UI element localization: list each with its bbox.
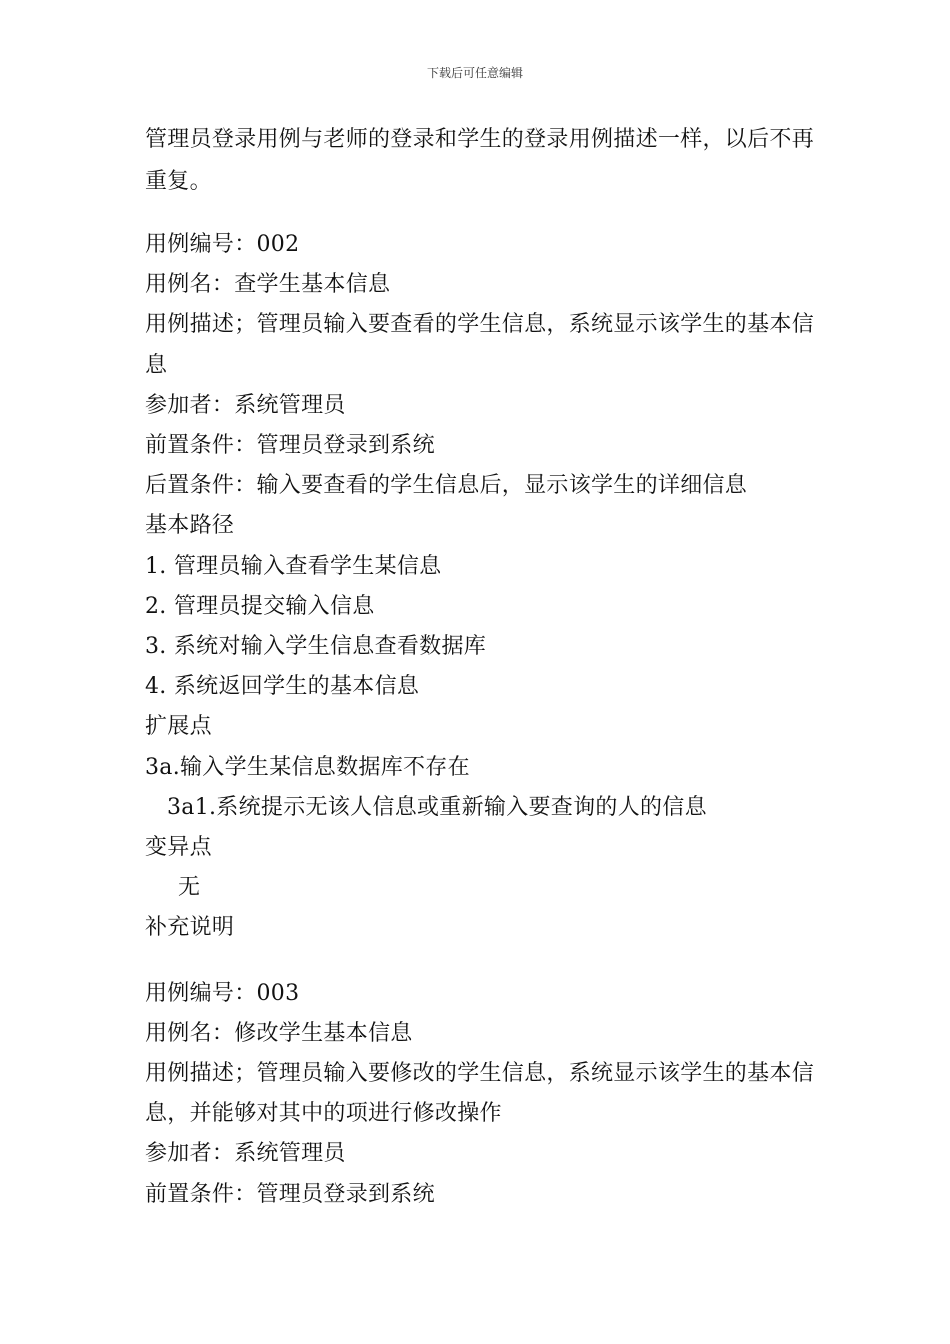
use-case-name: 用例名：修改学生基本信息 xyxy=(145,1020,413,1046)
document-body xyxy=(145,119,815,1215)
use-case-actor: 参加者：系统管理员 xyxy=(145,392,346,418)
use-case-description: 用例描述；管理员输入要查看的学生信息，系统显示该学生的基本信息 xyxy=(145,312,815,378)
spacer xyxy=(145,203,815,225)
basic-path-step: 2. 管理员提交输入信息 xyxy=(145,593,375,619)
variation-heading: 变异点 xyxy=(145,835,212,861)
variation-value: 无 xyxy=(178,875,201,901)
use-case-003 xyxy=(145,974,815,1215)
basic-path-heading: 基本路径 xyxy=(145,513,235,539)
spacer xyxy=(145,949,815,974)
extension-item: 3a.输入学生某信息数据库不存在 xyxy=(145,754,470,780)
supplement-heading: 补充说明 xyxy=(145,915,235,941)
basic-path-step: 1. 管理员输入查看学生某信息 xyxy=(145,553,442,579)
extension-sub-item: 3a1.系统提示无该人信息或重新输入要查询的人的信息 xyxy=(167,794,707,820)
use-case-002 xyxy=(145,225,815,949)
basic-path-step: 3. 系统对输入学生信息查看数据库 xyxy=(145,634,487,660)
use-case-actor: 参加者：系统管理员 xyxy=(145,1141,346,1167)
use-case-number: 用例编号：002 xyxy=(145,232,300,257)
page-header: 下载后可任意编辑 xyxy=(426,66,523,80)
basic-path-step: 4. 系统返回学生的基本信息 xyxy=(145,674,420,700)
use-case-precondition: 前置条件：管理员登录到系统 xyxy=(145,1181,435,1207)
use-case-number: 用例编号：003 xyxy=(145,980,300,1006)
use-case-postcondition: 后置条件：输入要查看的学生信息后，显示该学生的详细信息 xyxy=(145,473,748,499)
extension-heading: 扩展点 xyxy=(145,714,212,740)
use-case-description: 用例描述；管理员输入要修改的学生信息，系统显示该学生的基本信息，并能够对其中的项进行修改操作 xyxy=(145,1061,815,1127)
use-case-name: 用例名：查学生基本信息 xyxy=(145,272,391,298)
intro-paragraph: 管理员登录用例与老师的登录和学生的登录用例描述一样，以后不再重复。 xyxy=(145,127,815,194)
use-case-precondition: 前置条件：管理员登录到系统 xyxy=(145,433,435,459)
